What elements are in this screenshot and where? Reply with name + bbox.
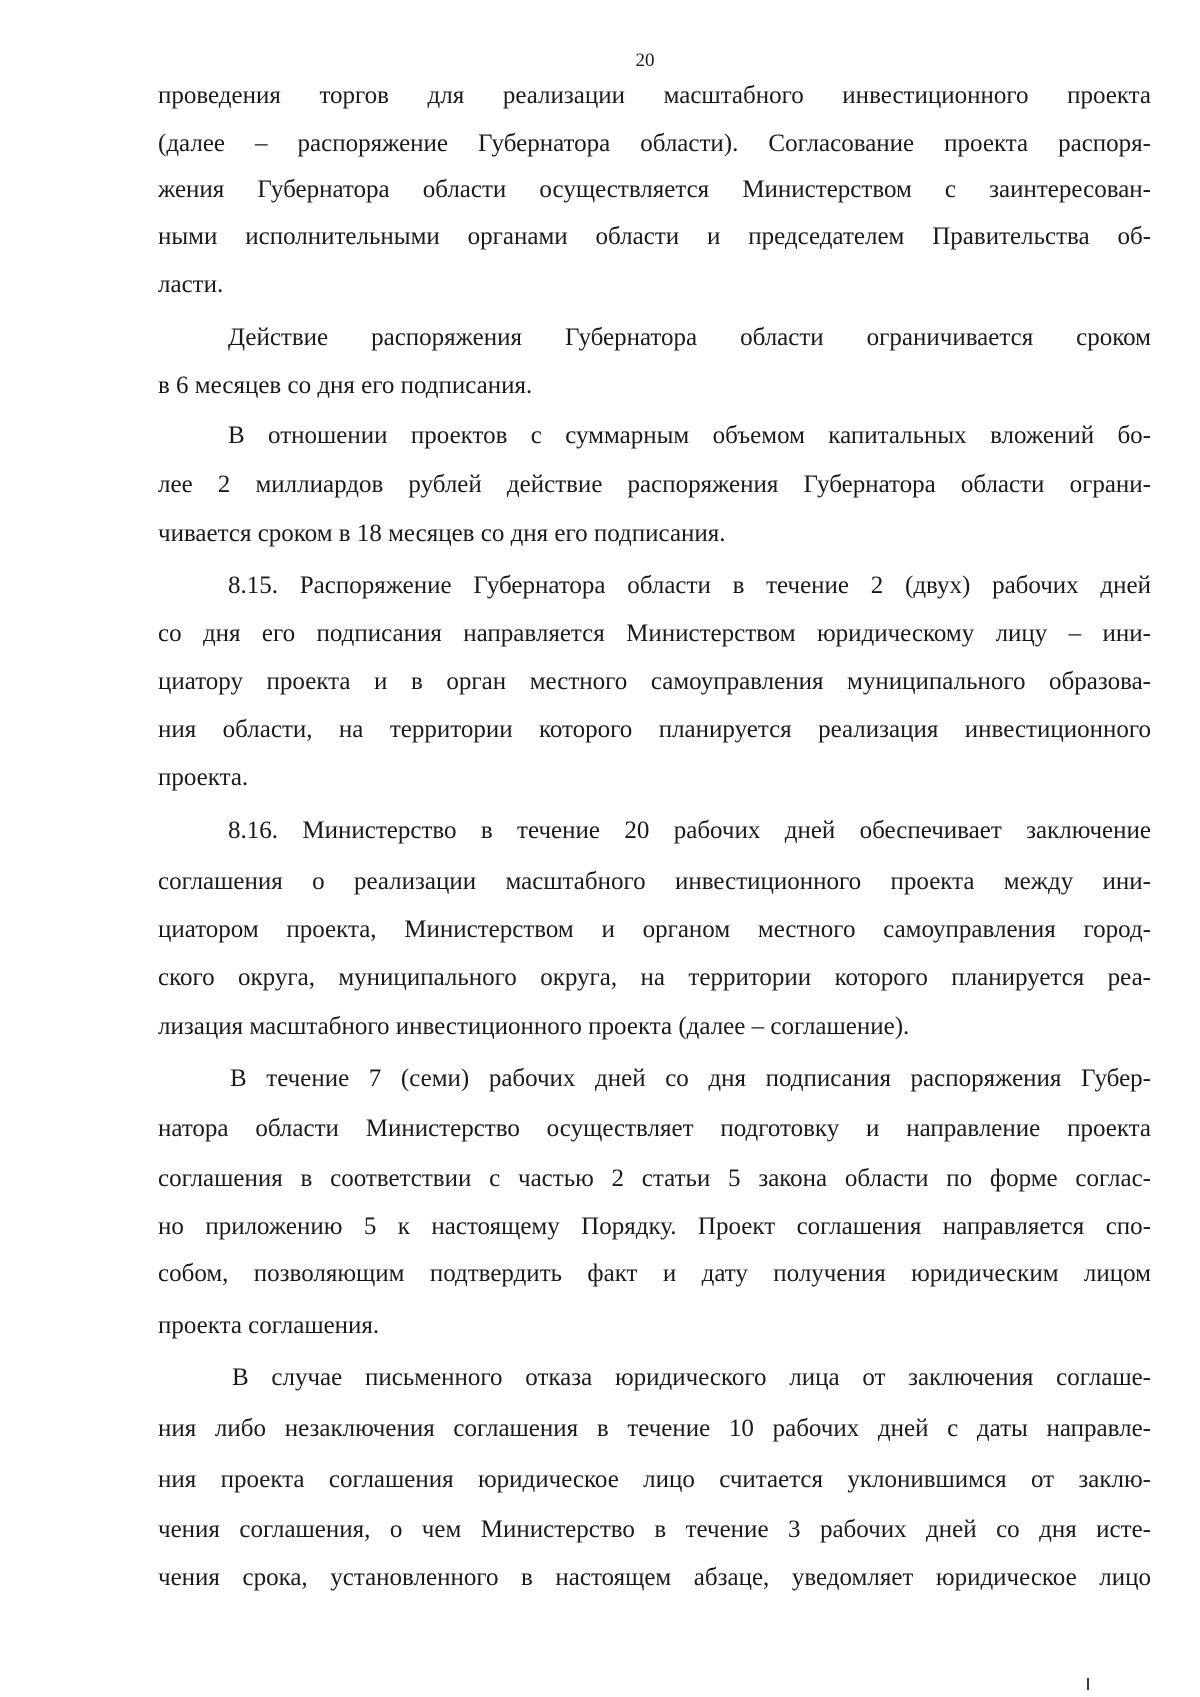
scan-mark bbox=[1087, 1678, 1089, 1690]
text-line: чения соглашения, о чем Министерство в течение 3 рабочих дней со дня исте- bbox=[158, 1516, 1151, 1543]
page-number: 20 bbox=[635, 50, 655, 71]
text-line: чивается сроком в 18 месяцев со дня его подписания. bbox=[158, 520, 726, 547]
text-line: натора области Министерство осуществляет подготовку и направление проекта bbox=[158, 1115, 1151, 1142]
text-line: лее 2 миллиардов рублей действие распоряжения Губернатора области ограни- bbox=[158, 471, 1151, 498]
text-line: ния проекта соглашения юридическое лицо считается уклонившимся от заклю- bbox=[158, 1466, 1151, 1493]
text-line: В случае письменного отказа юридического лица от заключения соглаше- bbox=[232, 1364, 1151, 1391]
text-line: но приложению 5 к настоящему Порядку. Проект соглашения направляется спо- bbox=[158, 1213, 1151, 1240]
text-line: со дня его подписания направляется Министерством юридическому лицу – ини- bbox=[158, 620, 1151, 647]
text-line: Действие распоряжения Губернатора области ограничивается сроком bbox=[228, 324, 1151, 351]
text-line: соглашения о реализации масштабного инвестиционного проекта между ини- bbox=[158, 868, 1151, 895]
text-line: лизация масштабного инвестиционного проекта (далее – соглашение). bbox=[158, 1013, 910, 1040]
text-line: проекта соглашения. bbox=[158, 1312, 380, 1339]
text-line: 8.16. Министерство в течение 20 рабочих дней обеспечивает заключение bbox=[228, 817, 1151, 844]
text-line: ласти. bbox=[158, 271, 224, 298]
text-line: ными исполнительными органами области и председателем Правительства об- bbox=[158, 223, 1151, 250]
text-line: ния либо незаключения соглашения в течение 10 рабочих дней с даты направле- bbox=[158, 1415, 1151, 1442]
text-line: проекта. bbox=[158, 764, 249, 791]
text-line: ния области, на территории которого планируется реализация инвестиционного bbox=[158, 716, 1151, 743]
text-line: ского округа, муниципального округа, на территории которого планируется реа- bbox=[158, 964, 1151, 991]
text-line: В течение 7 (семи) рабочих дней со дня подписания распоряжения Губер- bbox=[230, 1065, 1151, 1092]
text-line: циатору проекта и в орган местного самоуправления муниципального образова- bbox=[158, 668, 1151, 695]
text-line: чения срока, установленного в настоящем абзаце, уведомляет юридическое лицо bbox=[158, 1564, 1151, 1591]
text-line: собом, позволяющим подтвердить факт и дату получения юридическим лицом bbox=[158, 1260, 1151, 1287]
text-line: в 6 месяцев со дня его подписания. bbox=[158, 372, 533, 399]
text-line: жения Губернатора области осуществляется Министерством с заинтересован- bbox=[158, 176, 1151, 203]
text-line: соглашения в соответствии с частью 2 статьи 5 закона области по форме соглас- bbox=[158, 1165, 1151, 1192]
text-line: 8.15. Распоряжение Губернатора области в течение 2 (двух) рабочих дней bbox=[228, 572, 1151, 599]
text-line: (далее – распоряжение Губернатора области). Согласование проекта распоря- bbox=[158, 130, 1151, 157]
text-line: В отношении проектов с суммарным объемом капитальных вложений бо- bbox=[228, 422, 1151, 449]
text-line: проведения торгов для реализации масштабного инвестиционного проекта bbox=[158, 82, 1151, 109]
text-line: циатором проекта, Министерством и органом местного самоуправления город- bbox=[158, 916, 1151, 943]
